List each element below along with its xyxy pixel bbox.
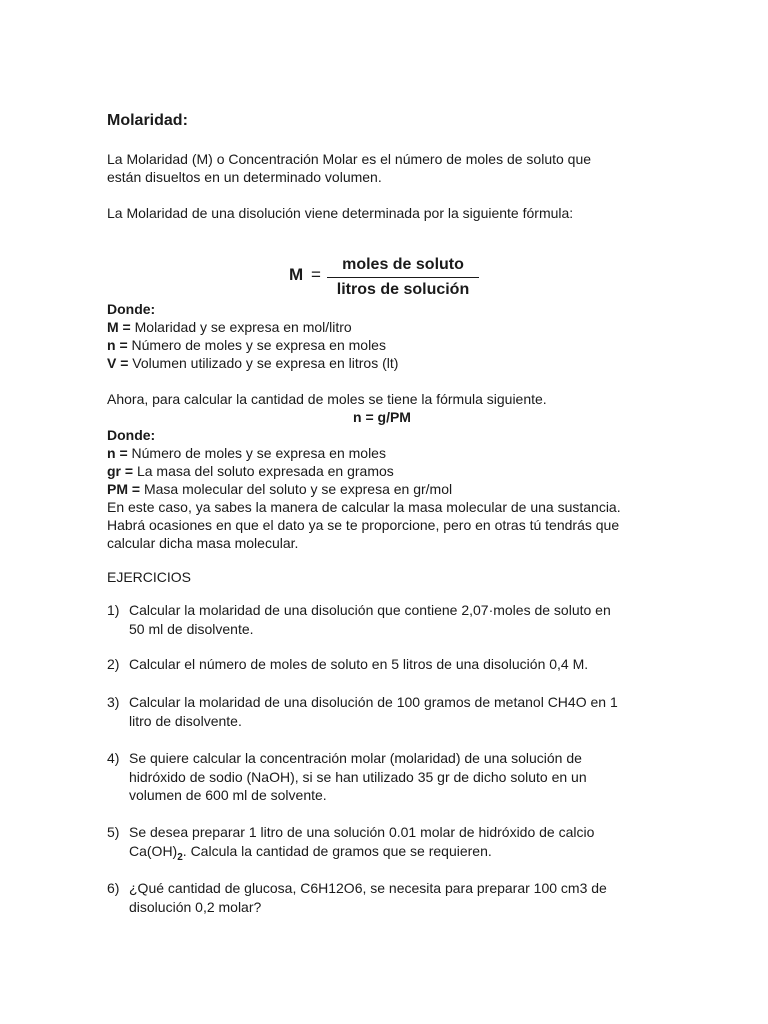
def-term: PM = — [107, 481, 141, 497]
exercise-line: 50 ml de disolvente. — [129, 620, 254, 637]
exercise-text — [129, 693, 667, 730]
donde-block-1 — [107, 300, 667, 372]
formula-fraction — [327, 254, 479, 301]
exercise-item — [107, 749, 667, 805]
molarity-formula — [289, 254, 489, 304]
exercise-text — [129, 749, 667, 805]
exercise-item — [107, 879, 667, 916]
def-term: V = — [107, 355, 129, 371]
exercises-heading: EJERCICIOS — [107, 569, 192, 585]
formula-text: Ca(OH) — [129, 842, 178, 859]
exercise-line: volumen de 600 ml de solvente. — [129, 787, 327, 803]
formula-equals: = — [311, 265, 321, 284]
exercise-line: litro de disolvente. — [129, 712, 242, 729]
def-desc: Masa molecular del soluto y se expresa en gr/mol — [140, 481, 453, 497]
def-desc: Volumen utilizado y se expresa en litros (lt) — [128, 355, 399, 371]
moles-intro: Ahora, para calcular la cantidad de moles se tiene la fórmula siguiente. — [107, 391, 547, 407]
def-term: M = — [107, 319, 131, 335]
exercise-line: disolución 0,2 molar? — [129, 898, 262, 915]
def-desc: Número de moles y se expresa en moles — [127, 337, 386, 353]
exercise-item — [107, 823, 667, 863]
exercise-line: ¿Qué cantidad de glucosa, C6H12O6, se necesita para preparar 100 cm3 de — [129, 880, 607, 896]
def-desc: La masa del soluto expresada en gramos — [133, 463, 394, 479]
donde-heading-1: Donde: — [107, 301, 156, 317]
exercise-line: Calcular el número de moles de soluto en 5 litros de una disolución 0,4 M. — [129, 656, 589, 672]
closing-line: En este caso, ya sabes la manera de calcular la masa molecular de una sustancia. — [107, 499, 621, 515]
exercise-text — [129, 879, 667, 916]
exercise-item — [107, 601, 667, 638]
exercise-number: 1) — [107, 602, 120, 618]
donde-heading-2: Donde: — [107, 427, 156, 443]
def-term: n = — [107, 445, 128, 461]
exercise-line: Calcular la molaridad de una disolución que contiene 2,07·moles de soluto en — [129, 602, 611, 618]
donde-block-2 — [107, 426, 667, 552]
exercise-text — [129, 601, 667, 638]
exercise-line-rest: . Calcula la cantidad de gramos que se requieren. — [182, 842, 492, 859]
exercise-line — [129, 842, 492, 863]
exercise-line: Se desea preparar 1 litro de una solución 0.01 molar de hidróxido de calcio — [129, 824, 595, 840]
page-title: Molaridad: — [107, 112, 188, 129]
exercise-text — [129, 655, 667, 674]
intro-line-2: están disueltos en un determinado volumen. — [107, 169, 382, 185]
formula-numerator: moles de soluto — [327, 254, 479, 278]
def-desc: Molaridad y se expresa en mol/litro — [130, 319, 352, 335]
formula-denominator: litros de solución — [336, 281, 470, 298]
closing-line: Habrá ocasiones en que el dato ya se te proporcione, pero en otras tú tendrás que — [107, 517, 620, 533]
exercise-number: 3) — [107, 694, 120, 710]
subscript: 2 — [177, 851, 183, 863]
exercise-number: 6) — [107, 880, 120, 896]
exercise-number: 5) — [107, 824, 120, 840]
exercise-line: hidróxido de sodio (NaOH), si se han utilizado 35 gr de dicho soluto en un — [129, 768, 587, 785]
intro-paragraph — [107, 150, 667, 186]
formula-lhs: M — [289, 265, 304, 284]
exercise-item — [107, 655, 667, 674]
closing-line: calcular dicha masa molecular. — [107, 535, 299, 551]
exercise-line: Calcular la molaridad de una disolución de 100 gramos de metanol CH4O en 1 — [129, 694, 618, 710]
def-term: gr = — [107, 463, 134, 479]
exercise-line: Se quiere calcular la concentración molar (molaridad) de una solución de — [129, 750, 582, 766]
exercise-number: 2) — [107, 656, 120, 672]
intro-line-1: La Molaridad (M) o Concentración Molar es el número de moles de soluto que — [107, 151, 592, 167]
moles-formula: n = g/PM — [353, 409, 411, 425]
def-desc: Número de moles y se expresa en moles — [127, 445, 386, 461]
exercise-number: 4) — [107, 750, 120, 766]
def-term: n = — [107, 337, 128, 353]
exercise-text — [129, 823, 667, 863]
formula-intro: La Molaridad de una disolución viene determinada por la siguiente fórmula: — [107, 205, 574, 221]
exercise-item — [107, 693, 667, 730]
